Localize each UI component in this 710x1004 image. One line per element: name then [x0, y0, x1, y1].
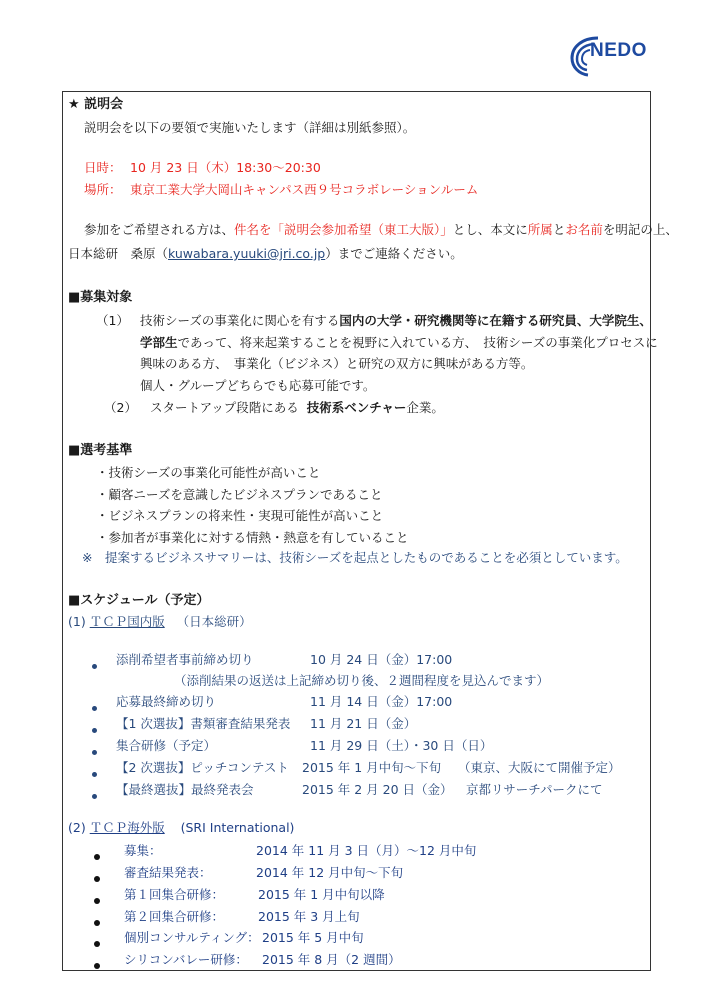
- domestic-value-6: 2015 年 2 月 20 日（金）: [302, 782, 453, 797]
- overseas-label-5: 個別コンサルティング：: [124, 930, 260, 945]
- overseas-heading: [68, 820, 294, 836]
- domestic-label-3: 【1 次選抜】書類審査結果発表: [116, 716, 291, 731]
- senkou-note: ※ 提案するビジネスサマリーは、技術シーズを起点としたものであることを必須としています。: [82, 550, 628, 565]
- nedo-logo: [568, 34, 680, 78]
- senkou-item-3: ・ビジネスプランの将来性・実現可能性が高いこと: [96, 508, 384, 523]
- contact-line-2: [68, 246, 463, 262]
- boshu-line-1a: 技術シーズの事業化に関心を有する: [140, 313, 340, 328]
- overseas-num: (2): [68, 820, 86, 835]
- contact-person: 日本総研 桑原（: [68, 246, 169, 261]
- overseas-value-5: 2015 年 5 月中旬: [262, 930, 364, 945]
- domestic-num: (1): [68, 614, 86, 629]
- email-link[interactable]: kuwabara.yuuki@jri.co.jp: [168, 246, 326, 261]
- domestic-extra-5: （東京、大阪にて開催予定）: [458, 760, 621, 775]
- overseas-value-3: 2015 年 1 月中旬以降: [258, 887, 385, 902]
- overseas-org: (SRI International): [180, 820, 295, 835]
- senkou-item-4: ・参加者が事業化に対する情熱・熱意を有していること: [96, 530, 409, 545]
- domestic-name: ＴＣＰ国内版: [89, 614, 165, 629]
- overseas-bullet-5: [94, 935, 100, 951]
- domestic-label-4: 集合研修（予定）: [116, 738, 217, 753]
- contact-text-a: 参加をご希望される方は、: [84, 222, 235, 237]
- contact-text-end: ）までご連絡ください。: [325, 246, 463, 261]
- date-value: 10 月 23 日（木）18:30～20:30: [130, 160, 321, 175]
- overseas-label-1: 募集：: [124, 843, 162, 858]
- overseas-bullet-4: [94, 914, 100, 930]
- domestic-note: （添削結果の返送は上記締め切り後、２週間程度を見込んでます）: [174, 673, 550, 688]
- overseas-bullet-2: [94, 870, 100, 886]
- domestic-label-1: 添削希望者事前締め切り: [116, 652, 254, 667]
- contact-text-c: とし、本文に: [452, 222, 528, 237]
- overseas-value-6: 2015 年 8 月（2 週間）: [262, 952, 401, 967]
- domestic-bullet-2: [92, 699, 97, 715]
- boshu-num-1: （1）: [96, 313, 129, 328]
- overseas-bullet-6: [94, 957, 100, 973]
- contact-line-1: [84, 222, 678, 238]
- domestic-label-2: 応募最終締め切り: [116, 694, 217, 709]
- domestic-bullet-6: [92, 787, 97, 803]
- name-text: お名前: [565, 222, 603, 237]
- domestic-label-5: 【2 次選抜】ピッチコンテスト: [116, 760, 289, 775]
- overseas-value-2: 2014 年 12 月中旬～下旬: [256, 865, 404, 880]
- domestic-value-4: 11 月 29 日（土）・30 日（日）: [310, 738, 493, 753]
- senkou-title: ■選考基準: [68, 443, 133, 458]
- subject-text: 件名を「説明会参加希望（東工大版）」: [234, 222, 453, 237]
- domestic-bullet-4: [92, 743, 97, 759]
- domestic-value-3: 11 月 21 日（金）: [310, 716, 417, 731]
- boshu-line-4: 個人・グループどちらでも応募可能です。: [140, 378, 376, 393]
- overseas-value-4: 2015 年 3 月上旬: [258, 909, 360, 924]
- overseas-label-3: 第１回集合研修：: [124, 887, 225, 902]
- boshu-line-3: 興味のある方、 事業化（ビジネス）と研究の双方に興味がある方等。: [140, 356, 534, 371]
- domestic-value-2: 11 月 14 日（金）17:00: [310, 694, 453, 709]
- date-label: 日時：: [84, 160, 122, 175]
- boshu-title: ■募集対象: [68, 290, 133, 305]
- domestic-heading: [68, 614, 252, 630]
- overseas-name: ＴＣＰ海外版: [89, 820, 165, 835]
- schedule-title: ■スケジュール（予定）: [68, 593, 210, 608]
- domestic-org: （日本総研）: [176, 614, 252, 629]
- domestic-value-1: 10 月 24 日（金）17:00: [310, 652, 453, 667]
- place-label: 場所：: [84, 182, 122, 197]
- senkou-item-2: ・顧客ニーズを意識したビジネスプランであること: [96, 487, 383, 502]
- domestic-bullet-1: [92, 657, 97, 673]
- overseas-label-2: 審査結果発表：: [124, 865, 212, 880]
- domestic-value-5: 2015 年 1 月中旬～下旬: [302, 760, 442, 775]
- affiliation-text: 所属: [527, 222, 553, 237]
- overseas-label-6: シリコンバレー研修：: [124, 952, 248, 967]
- contact-text-g: を明記の上、: [602, 222, 678, 237]
- logo-text: NEDO: [590, 40, 647, 61]
- boshu-line-2: [140, 335, 658, 351]
- boshu-line-1: [140, 313, 652, 329]
- overseas-bullet-3: [94, 892, 100, 908]
- overseas-value-1: 2014 年 11 月 3 日（月）～12 月中旬: [256, 843, 477, 858]
- contact-text-e: と: [552, 222, 566, 237]
- boshu-line-5c: 企業。: [406, 400, 444, 415]
- boshu-line-2b: であって、将来起業することを視野に入れている方、 技術シーズの事業化プロセスに: [177, 335, 658, 350]
- domestic-bullet-3: [92, 721, 97, 737]
- overseas-bullet-1: [94, 848, 100, 864]
- boshu-line-5: [150, 400, 444, 416]
- setsumeikai-intro: 説明会を以下の要領で実施いたします（詳細は別紙参照）。: [84, 120, 416, 135]
- domestic-extra-6: 京都リサーチパークにて: [466, 782, 603, 797]
- domestic-label-6: 【最終選抜】最終発表会: [116, 782, 254, 797]
- domestic-bullet-5: [92, 765, 97, 781]
- senkou-item-1: ・技術シーズの事業化可能性が高いこと: [96, 465, 321, 480]
- boshu-num-2: （2）: [104, 400, 137, 415]
- boshu-line-5b: 技術系ベンチャー: [306, 400, 407, 415]
- boshu-line-5a: スタートアップ段階にある: [150, 400, 299, 415]
- overseas-label-4: 第２回集合研修：: [124, 909, 225, 924]
- boshu-line-1b: 国内の大学・研究機関等に在籍する研究員、大学院生、: [339, 313, 652, 328]
- setsumeikai-title: ★ 説明会: [68, 97, 124, 112]
- boshu-line-2a: 学部生: [140, 335, 178, 350]
- place-value: 東京工業大学大岡山キャンパス西９号コラボレーションルーム: [130, 182, 479, 197]
